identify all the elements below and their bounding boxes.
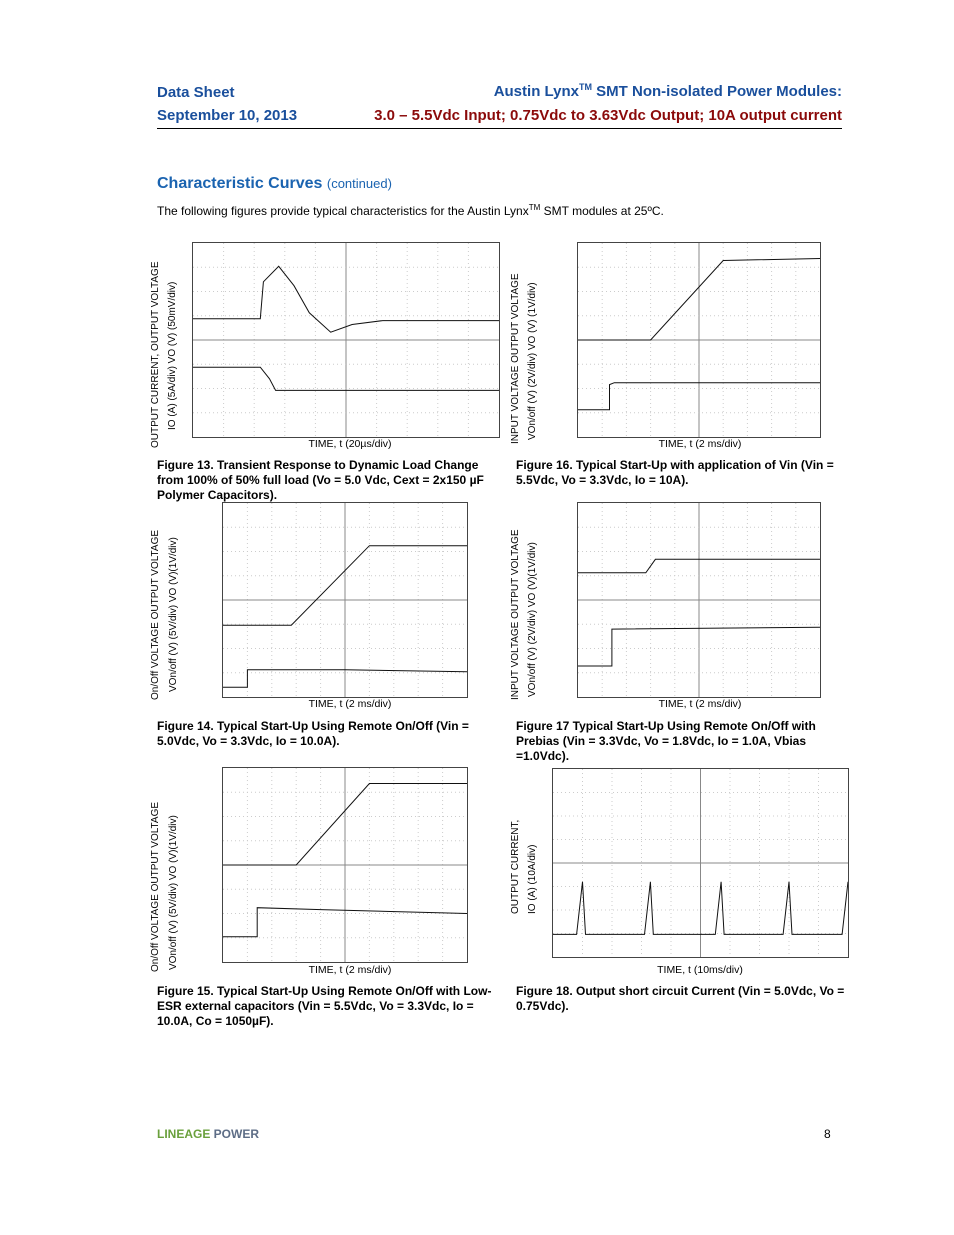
ylabel-fig17-a: INPUT VOLTAGE OUTPUT VOLTAGE	[510, 529, 521, 700]
ylabel-fig18-b: IO (A) (10A/div)	[527, 844, 538, 914]
ylabel-fig14-b: VOn/off (V) (5V/div) VO (V)(1V/div)	[168, 537, 179, 692]
time-fig16: TIME, t (2 ms/div)	[658, 438, 742, 450]
scope-fig14	[222, 502, 468, 698]
caption-fig17: Figure 17 Typical Start-Up Using Remote On/Off with Prebias (Vin = 3.3Vdc, Vo = 1.8Vdc, Io = 1.0A, Vbias =1.0Vdc).	[516, 719, 816, 763]
ylabel-fig17-b: VOn/off (V) (2V/div) VO (V)(1V/div)	[527, 542, 538, 697]
scope-grid	[223, 768, 467, 962]
time-fig14: TIME, t (2 ms/div)	[308, 698, 392, 710]
product-spec: 3.0 – 5.5Vdc Input; 0.75Vdc to 3.63Vdc Output; 10A output current	[374, 107, 842, 124]
caption-fig13: Figure 13. Transient Response to Dynamic Load Change from 100% of 50% full load (Vo = 5.0 Vdc, Cext = 2x150 µF Polymer Capacitors).	[157, 458, 484, 502]
scope-grid	[578, 503, 820, 697]
ylabel-fig14-a: On/Off VOLTAGE OUTPUT VOLTAGE	[150, 529, 161, 700]
footer-brand-a: LINEAGE	[157, 1127, 211, 1141]
scope-fig17	[577, 502, 821, 698]
product-title	[494, 82, 842, 100]
ylabel-fig13-b: IO (A) (5A/div) VO (V) (50mV/div)	[167, 281, 178, 430]
scope-fig18	[552, 768, 849, 958]
section-continued: (continued)	[326, 176, 392, 191]
intro-a: The following figures provide typical characteristics for the Austin Lynx	[157, 204, 529, 218]
intro-text	[157, 203, 664, 218]
page-number: 8	[824, 1127, 831, 1141]
scope-grid	[578, 243, 820, 437]
trademark: TM	[578, 82, 592, 92]
caption-fig16: Figure 16. Typical Start-Up with application of Vin (Vin = 5.5Vdc, Vo = 3.3Vdc, Io = 10A).	[516, 458, 834, 487]
product-rest: SMT Non-isolated Power Modules:	[591, 83, 842, 100]
caption-fig14: Figure 14. Typical Start-Up Using Remote On/Off (Vin = 5.0Vdc, Vo = 3.3Vdc, Io = 10.0A).	[157, 719, 469, 748]
caption-fig15: Figure 15. Typical Start-Up Using Remote On/Off with Low-ESR external capacitors (Vin = 5.5Vdc, Vo = 3.3Vdc, Io = 10.0A, Co = 1050µF).	[157, 984, 492, 1028]
product-name: Austin Lynx	[493, 83, 579, 100]
ylabel-fig18-a: OUTPUT CURRENT,	[510, 819, 521, 914]
footer-brand	[157, 1127, 259, 1141]
section-title-text: Characteristic Curves	[157, 175, 323, 192]
time-fig13: TIME, t (20µs/div)	[308, 438, 392, 450]
intro-tm: TM	[528, 203, 541, 212]
time-fig18: TIME, t (10ms/div)	[657, 964, 743, 976]
ylabel-fig16-b: VOn/off (V) (2V/div) VO (V) (1V/div)	[527, 282, 538, 440]
header-rule	[157, 128, 842, 129]
scope-grid	[553, 769, 848, 957]
ylabel-fig16-a: INPUT VOLTAGE OUTPUT VOLTAGE	[510, 273, 521, 444]
ylabel-fig13-a: OUTPUT CURRENT, OUTPUT VOLTAGE	[150, 261, 161, 448]
time-fig15: TIME, t (2 ms/div)	[308, 964, 392, 976]
ylabel-fig15-b: VOn/off (V) (5V/div) VO (V)(1V/div)	[168, 815, 179, 970]
scope-grid	[193, 243, 499, 437]
scope-fig13	[192, 242, 500, 438]
scope-fig15	[222, 767, 468, 963]
ylabel-fig15-a: On/Off VOLTAGE OUTPUT VOLTAGE	[150, 801, 161, 972]
time-fig17: TIME, t (2 ms/div)	[658, 698, 742, 710]
doc-date: September 10, 2013	[157, 107, 298, 124]
section-title	[157, 175, 392, 193]
scope-fig16	[577, 242, 821, 438]
footer-brand-b: POWER	[210, 1127, 260, 1141]
scope-grid	[223, 503, 467, 697]
caption-fig18: Figure 18. Output short circuit Current (Vin = 5.0Vdc, Vo = 0.75Vdc).	[516, 984, 845, 1013]
doc-type: Data Sheet	[157, 84, 235, 101]
intro-b: SMT modules at 25ºC.	[540, 204, 664, 218]
